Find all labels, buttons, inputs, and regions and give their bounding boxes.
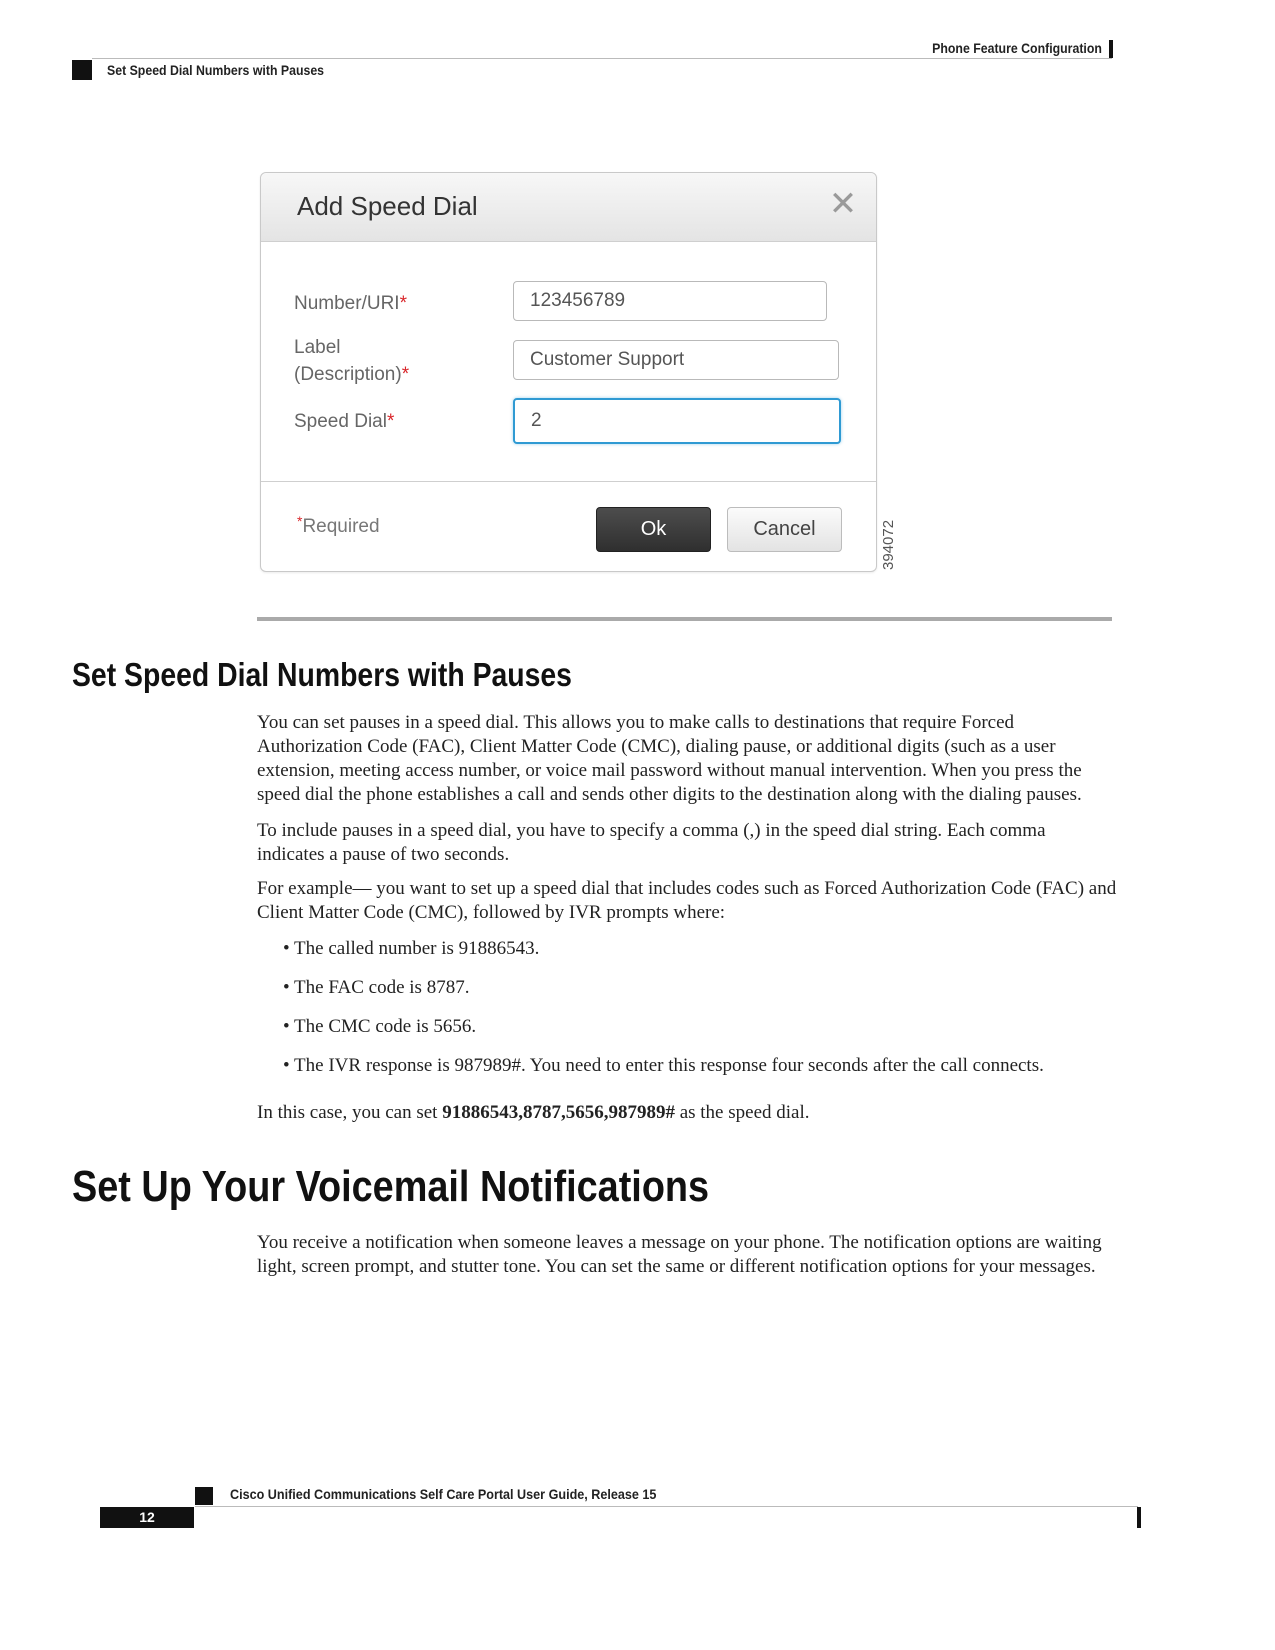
list-item: • The FAC code is 8787.: [283, 977, 470, 998]
section-heading-pauses: Set Speed Dial Numbers with Pauses: [72, 656, 572, 693]
list-item: • The CMC code is 5656.: [283, 1016, 477, 1037]
list-item: • The IVR response is 987989#. You need to enter this response four seconds after the call connects.: [283, 1055, 1044, 1076]
label-description-label: Label (Description)*: [294, 337, 410, 385]
pauses-bullet-list: [283, 937, 1113, 1093]
dialog-header: [261, 173, 876, 242]
close-icon[interactable]: ✕: [828, 185, 858, 223]
footer-bar: [1137, 1507, 1141, 1528]
running-header-chapter: Phone Feature Configuration: [932, 40, 1102, 56]
speed-dial-label: Speed Dial*: [294, 411, 395, 432]
pauses-paragraph-2: To include pauses in a speed dial, you have to specify a comma (,) in the speed dial string. Each comma indicates a pause of two seconds.: [257, 820, 1046, 865]
pauses-paragraph-3: For example— you want to set up a speed dial that includes codes such as Forced Authorization Code (FAC) and Client Matter Code (CMC), followed by IVR prompts where:: [257, 878, 1117, 923]
add-speed-dial-dialog: [260, 172, 877, 572]
number-uri-label: Number/URI*: [294, 293, 407, 314]
speed-dial-input[interactable]: [513, 398, 841, 444]
ok-button[interactable]: Ok: [596, 507, 711, 552]
footer-square: [195, 1487, 213, 1505]
header-rule: [92, 58, 1112, 59]
dialog-footer: [261, 481, 876, 571]
footer-rule: [195, 1506, 1138, 1507]
dialog-title: Add Speed Dial: [297, 191, 478, 221]
pauses-paragraph-4: In this case, you can set 91886543,8787,5656,987989# as the speed dial.: [257, 1102, 810, 1123]
page-number: 12: [100, 1507, 194, 1528]
required-note: *Required: [297, 513, 380, 537]
pauses-paragraph-1: You can set pauses in a speed dial. This allows you to make calls to destinations that require Forced Authorization Code (FAC), Client Matter Code (CMC), dialing pause, or additional digits (such as a user extension, meeting access number, or voice mail password without manual intervention. When you press the speed dial the phone establishes a call and sends other digits to the destination along with the dialing pauses.: [257, 712, 1082, 805]
figure-id: 394072: [880, 519, 897, 570]
cancel-button[interactable]: Cancel: [727, 507, 842, 552]
footer-title: Cisco Unified Communications Self Care Portal User Guide, Release 15: [230, 1486, 657, 1502]
header-bar: [1109, 40, 1113, 58]
header-square: [72, 60, 92, 80]
section-heading-voicemail: Set Up Your Voicemail Notifications: [72, 1162, 710, 1211]
voicemail-paragraph-1: You receive a notification when someone leaves a message on your phone. The notification options are waiting light, screen prompt, and stutter tone. You can set the same or different notification options for your messages.: [257, 1232, 1102, 1277]
running-header-section: Set Speed Dial Numbers with Pauses: [107, 62, 325, 78]
list-item: • The called number is 91886543.: [283, 938, 540, 959]
label-description-input[interactable]: [513, 340, 839, 380]
number-uri-input[interactable]: [513, 281, 827, 321]
figure-rule: [257, 617, 1112, 621]
speed-dial-string: 91886543,8787,5656,987989#: [442, 1102, 675, 1123]
